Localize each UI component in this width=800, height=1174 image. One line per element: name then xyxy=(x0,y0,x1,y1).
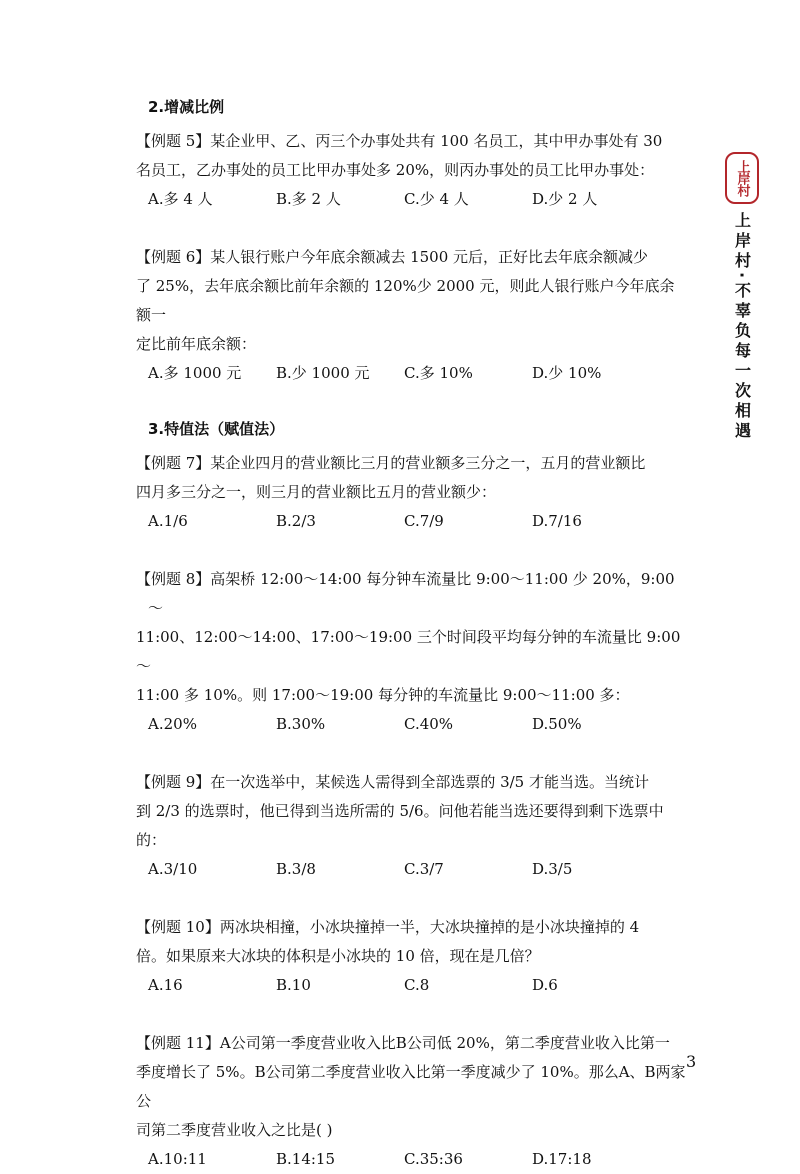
question-line: 【例题 9】在一次选举中，某候选人需得到全部选票的 3/5 才能当选。当统计 xyxy=(136,773,649,791)
question-line: 【例题 10】两冰块相撞，小冰块撞掉一半，大冰块撞掉的是小冰块撞掉的 4 xyxy=(136,918,640,936)
option-c: C.35:36 xyxy=(404,1150,463,1168)
answer-options xyxy=(148,185,688,214)
question-line: 季度增长了 5%。B公司第二季度营业收入比第一季度减少了 10%。那么A、B两家公 xyxy=(136,1063,686,1110)
answer-options xyxy=(148,359,688,388)
question-10 xyxy=(136,913,688,1000)
option-d: D.17:18 xyxy=(532,1150,592,1168)
answer-options xyxy=(148,855,688,884)
question-9 xyxy=(136,768,688,884)
question-line: 【例题 7】某企业四月的营业额比三月的营业额多三分之一，五月的营业额比 xyxy=(136,454,646,472)
option-d: D.50% xyxy=(532,715,582,733)
page-content xyxy=(136,95,688,1174)
question-6 xyxy=(136,243,688,388)
option-b: B.10 xyxy=(276,976,311,994)
question-7 xyxy=(136,449,688,536)
side-brand xyxy=(724,152,760,442)
option-c: C.8 xyxy=(404,976,430,994)
question-line: 司第二季度营业收入之比是( ) xyxy=(136,1121,333,1139)
option-a: A.多 1000 元 xyxy=(148,364,242,382)
option-a: A.16 xyxy=(148,976,183,994)
option-c: C.多 10% xyxy=(404,364,473,382)
option-a: A.多 4 人 xyxy=(148,190,213,208)
section-title-special-value: 3.特值法（赋值法） xyxy=(148,420,285,438)
option-a: A.3/10 xyxy=(148,860,198,878)
answer-options xyxy=(148,971,688,1000)
option-d: D.7/16 xyxy=(532,512,582,530)
option-a: A.20% xyxy=(148,715,197,733)
question-11 xyxy=(136,1029,688,1174)
brand-slogan: 上岸村·不辜负每一次相遇 xyxy=(732,212,752,443)
option-a: A.1/6 xyxy=(148,512,188,530)
option-c: C.少 4 人 xyxy=(404,190,469,208)
answer-options xyxy=(148,710,688,739)
option-a: A.10:11 xyxy=(148,1150,207,1168)
question-line: 名员工，乙办事处的员工比甲办事处多 20%，则丙办事处的员工比甲办事处： xyxy=(136,161,655,179)
question-line: 四月多三分之一，则三月的营业额比五月的营业额少： xyxy=(136,483,497,501)
option-d: D.6 xyxy=(532,976,558,994)
question-line: 【例题 8】高架桥 12:00～14:00 每分钟车流量比 9:00～11:00 少 20%，9:00～ xyxy=(136,570,675,617)
option-d: D.3/5 xyxy=(532,860,573,878)
seal-text: 上岸村 xyxy=(734,160,750,196)
option-b: B.2/3 xyxy=(276,512,316,530)
answer-options xyxy=(148,1145,688,1174)
question-line: 【例题 5】某企业甲、乙、丙三个办事处共有 100 名员工，其中甲办事处有 30 xyxy=(136,132,663,150)
option-b: B.多 2 人 xyxy=(276,190,341,208)
answer-options xyxy=(148,507,688,536)
option-b: B.14:15 xyxy=(276,1150,336,1168)
question-line: 11:00、12:00～14:00、17:00～19:00 三个时间段平均每分钟的车流量比 9:00～ xyxy=(136,628,681,675)
question-line: 了 25%，去年底余额比前年余额的 120%少 2000 元，则此人银行账户今年底余额一 xyxy=(136,277,675,324)
question-5 xyxy=(136,127,688,214)
question-line: 的： xyxy=(136,831,167,849)
question-line: 【例题 6】某人银行账户今年底余额减去 1500 元后，正好比去年底余额减少 xyxy=(136,248,649,266)
question-line: 倍。如果原来大冰块的体积是小冰块的 10 倍，现在是几倍？ xyxy=(136,947,540,965)
option-b: B.30% xyxy=(276,715,326,733)
brand-seal-logo xyxy=(725,152,759,204)
option-c: C.3/7 xyxy=(404,860,444,878)
option-b: B.少 1000 元 xyxy=(276,364,370,382)
option-c: C.7/9 xyxy=(404,512,444,530)
question-8 xyxy=(136,565,688,739)
question-line: 11:00 多 10%。则 17:00～19:00 每分钟的车流量比 9:00～11:00 多： xyxy=(136,686,630,704)
option-d: D.少 2 人 xyxy=(532,190,598,208)
option-c: C.40% xyxy=(404,715,454,733)
option-d: D.少 10% xyxy=(532,364,602,382)
page-number: 3 xyxy=(686,1052,697,1071)
section-title-increase-decrease: 2.增减比例 xyxy=(148,98,225,116)
option-b: B.3/8 xyxy=(276,860,316,878)
question-line: 到 2/3 的选票时，他已得到当选所需的 5/6。问他若能当选还要得到剩下选票中 xyxy=(136,802,664,820)
question-line: 【例题 11】A公司第一季度营业收入比B公司低 20%，第二季度营业收入比第一 xyxy=(136,1034,670,1052)
question-line: 定比前年底余额： xyxy=(136,335,257,353)
